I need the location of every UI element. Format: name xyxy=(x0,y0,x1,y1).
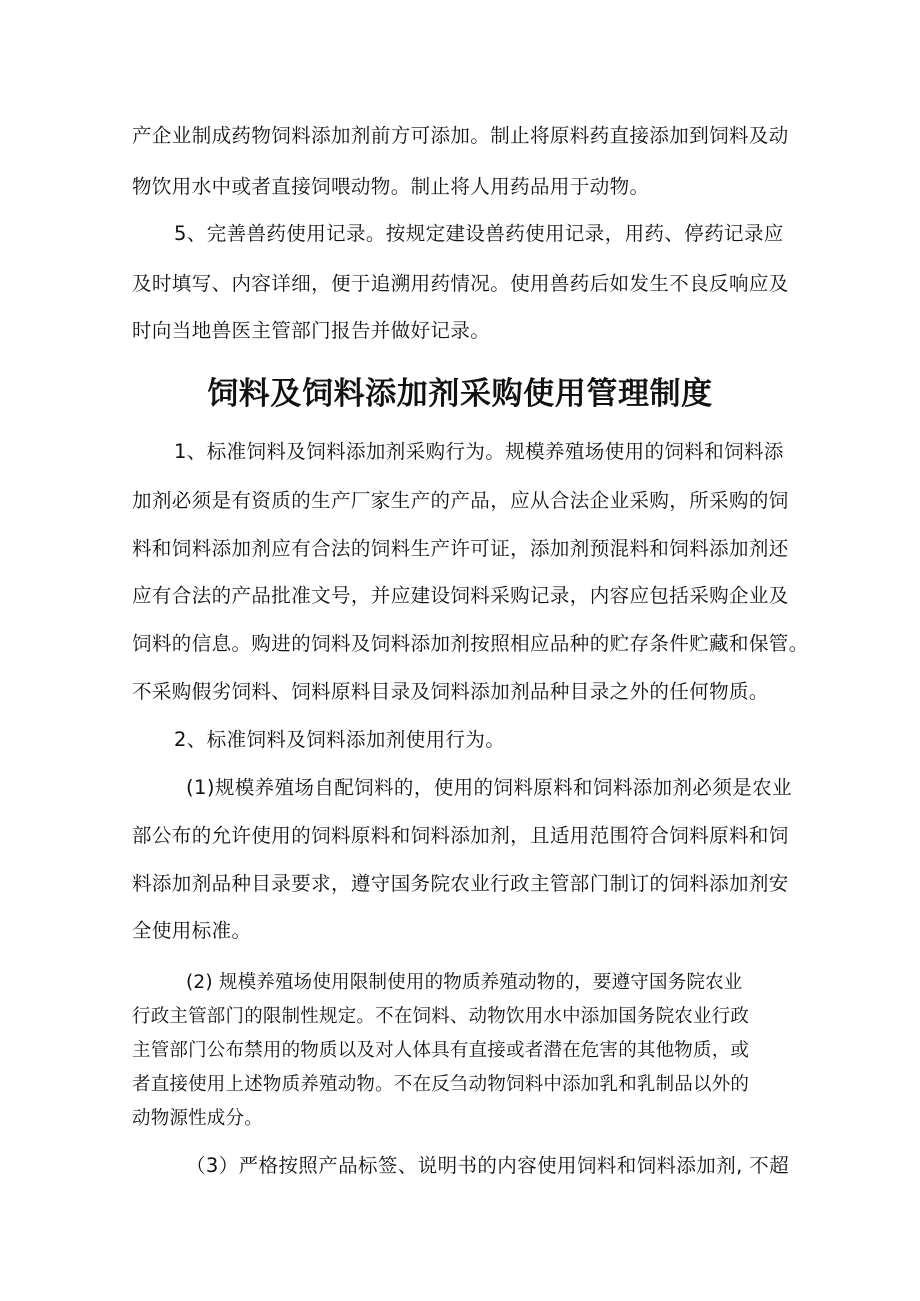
text-line: (2) 规模养殖场使用限制使用的物质养殖动物的，要遵守国务院农业 xyxy=(186,972,743,993)
text-line: 部公布的允许使用的饲料原料和饲料添加剂，且适用范围符合饲料原料和饲 xyxy=(132,824,789,847)
text-line: 产企业制成药物饲料添加剂前方可添加。制止将原料药直接添加到饲料及动 xyxy=(132,124,789,147)
text-line: 2、标准饲料及饲料添加剂使用行为。 xyxy=(174,728,506,751)
text-line: 1、标准饲料及饲料添加剂采购行为。规模养殖场使用的饲料和饲料添 xyxy=(174,440,784,463)
text-line: 料和饲料添加剂应有合法的饲料生产许可证，添加剂预混料和饲料添加剂还 xyxy=(132,537,789,560)
text-line: 5、完善兽药使用记录。按规定建设兽药使用记录，用药、停药记录应 xyxy=(174,222,784,245)
text-line: 饲料的信息。购进的饲料及饲料添加剂按照相应品种的贮存条件贮藏和保管。 xyxy=(132,632,809,655)
text-line: 料添加剂品种目录要求，遵守国务院农业行政主管部门制订的饲料添加剂安 xyxy=(132,872,789,895)
text-line: （3）严格按照产品标签、说明书的内容使用饲料和饲料添加剂, 不超 xyxy=(186,1154,790,1177)
text-line: 及时填写、内容详细，便于追溯用药情况。使用兽药后如发生不良反响应及 xyxy=(132,272,789,295)
text-line: 动物源性成分。 xyxy=(132,1108,263,1129)
text-line: (1)规模养殖场自配饲料的，使用的饲料原料和饲料添加剂必须是农业 xyxy=(186,776,792,799)
section-title: 饲料及饲料添加剂采购使用管理制度 xyxy=(207,376,713,412)
text-line: 物饮用水中或者直接饲喂动物。制止将人用药品用于动物。 xyxy=(132,175,650,198)
text-line: 主管部门公布禁用的物质以及对人体具有直接或者潜在危害的其他物质，或 xyxy=(132,1040,750,1061)
text-line: 时向当地兽医主管部门报告并做好记录。 xyxy=(132,319,491,342)
text-line: 应有合法的产品批准文号，并应建设饲料采购记录，内容应包括采购企业及 xyxy=(132,584,789,607)
text-line: 不采购假劣饲料、饲料原料目录及饲料添加剂品种目录之外的任何物质。 xyxy=(132,680,769,703)
text-line: 者直接使用上述物质养殖动物。不在反刍动物饲料中添加乳和乳制品以外的 xyxy=(132,1074,750,1095)
text-line: 行政主管部门的限制性规定。不在饲料、动物饮用水中添加国务院农业行政 xyxy=(132,1006,750,1027)
text-line: 全使用标准。 xyxy=(132,919,252,942)
text-line: 加剂必须是有资质的生产厂家生产的产品，应从合法企业采购，所采购的饲 xyxy=(132,489,789,512)
